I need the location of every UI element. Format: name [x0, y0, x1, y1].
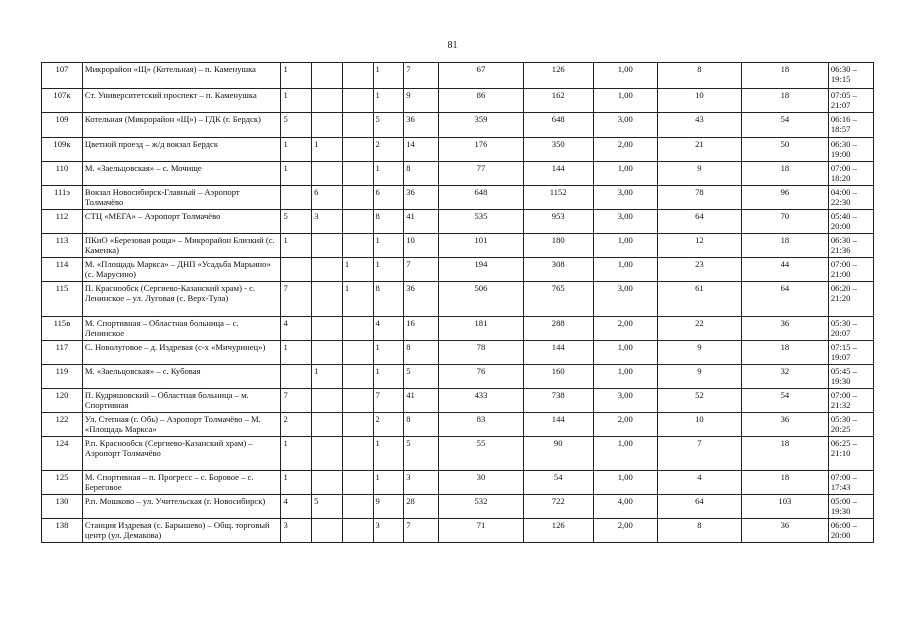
value-a-cell: 101: [438, 234, 523, 258]
value-a-cell: 532: [438, 495, 523, 519]
length-cell: 14: [404, 138, 439, 162]
total-count-cell: 2: [373, 138, 404, 162]
route-name-cell: М. «Площадь Маркса» – ДНП «Усадьба Марьино» (с. Марусино): [82, 258, 281, 282]
length-cell: 16: [404, 317, 439, 341]
value-r1-cell: 78: [657, 186, 741, 210]
count-cell-1: 7: [281, 282, 312, 317]
count-cell-3: [342, 234, 373, 258]
value-r1-cell: 21: [657, 138, 741, 162]
count-cell-3: [342, 519, 373, 543]
total-count-cell: 1: [373, 437, 404, 471]
route-number-cell: 130: [42, 495, 83, 519]
value-r2-cell: 18: [741, 437, 828, 471]
route-name-cell: Р.п. Краснообск (Сергиево-Казанский храм) – Аэропорт Толмачёво: [82, 437, 281, 471]
time-cell: 04:00 – 22:30: [828, 186, 873, 210]
coefficient-cell: 1,00: [593, 471, 657, 495]
count-cell-3: [342, 162, 373, 186]
value-b-cell: 350: [523, 138, 593, 162]
length-cell: 7: [404, 63, 439, 89]
route-number-cell: 114: [42, 258, 83, 282]
coefficient-cell: 1,00: [593, 437, 657, 471]
value-r2-cell: 36: [741, 317, 828, 341]
time-cell: 07:15 – 19:07: [828, 341, 873, 365]
count-cell-2: [312, 437, 343, 471]
total-count-cell: 1: [373, 365, 404, 389]
coefficient-cell: 2,00: [593, 413, 657, 437]
count-cell-1: 1: [281, 234, 312, 258]
count-cell-1: 4: [281, 495, 312, 519]
route-name-cell: Цветной проезд – ж/д вокзал Бердск: [82, 138, 281, 162]
route-name-cell: С. Новолуговое – д. Издревая (с-х «Мичуринец»): [82, 341, 281, 365]
coefficient-cell: 3,00: [593, 282, 657, 317]
coefficient-cell: 3,00: [593, 210, 657, 234]
value-r1-cell: 8: [657, 63, 741, 89]
table-row: [42, 341, 874, 365]
value-a-cell: 77: [438, 162, 523, 186]
count-cell-2: [312, 389, 343, 413]
total-count-cell: 8: [373, 210, 404, 234]
coefficient-cell: 1,00: [593, 89, 657, 113]
time-cell: 05:30 – 20:25: [828, 413, 873, 437]
time-cell: 07:00 – 21:00: [828, 258, 873, 282]
count-cell-2: [312, 113, 343, 138]
value-b-cell: 953: [523, 210, 593, 234]
route-number-cell: 111э: [42, 186, 83, 210]
value-a-cell: 78: [438, 341, 523, 365]
value-a-cell: 648: [438, 186, 523, 210]
total-count-cell: 4: [373, 317, 404, 341]
value-r1-cell: 61: [657, 282, 741, 317]
count-cell-1: 1: [281, 341, 312, 365]
value-a-cell: 67: [438, 63, 523, 89]
value-r1-cell: 9: [657, 341, 741, 365]
value-b-cell: 1152: [523, 186, 593, 210]
length-cell: 8: [404, 413, 439, 437]
total-count-cell: 1: [373, 234, 404, 258]
count-cell-1: 4: [281, 317, 312, 341]
table-row: [42, 210, 874, 234]
coefficient-cell: 1,00: [593, 63, 657, 89]
count-cell-3: [342, 365, 373, 389]
coefficient-cell: 3,00: [593, 113, 657, 138]
route-name-cell: Вокзал Новосибирск-Главный – Аэропорт Толмачёво: [82, 186, 281, 210]
route-name-cell: Ст. Университетский проспект – п. Каменушка: [82, 89, 281, 113]
value-b-cell: 144: [523, 413, 593, 437]
value-r2-cell: 64: [741, 282, 828, 317]
value-r1-cell: 9: [657, 162, 741, 186]
count-cell-2: [312, 341, 343, 365]
route-name-cell: СТЦ «МЕГА» – Аэропорт Толмачёво: [82, 210, 281, 234]
count-cell-3: [342, 113, 373, 138]
count-cell-2: 5: [312, 495, 343, 519]
count-cell-2: [312, 63, 343, 89]
route-number-cell: 124: [42, 437, 83, 471]
value-b-cell: 144: [523, 162, 593, 186]
value-a-cell: 76: [438, 365, 523, 389]
count-cell-2: [312, 471, 343, 495]
value-r2-cell: 36: [741, 519, 828, 543]
count-cell-2: 3: [312, 210, 343, 234]
coefficient-cell: 3,00: [593, 389, 657, 413]
table-row: [42, 282, 874, 317]
table-row: [42, 162, 874, 186]
time-cell: 07:00 – 21:32: [828, 389, 873, 413]
value-a-cell: 71: [438, 519, 523, 543]
value-r1-cell: 22: [657, 317, 741, 341]
value-r1-cell: 64: [657, 210, 741, 234]
value-a-cell: 194: [438, 258, 523, 282]
count-cell-3: [342, 186, 373, 210]
count-cell-2: 1: [312, 138, 343, 162]
page-number: 81: [447, 40, 458, 51]
route-name-cell: Р.п. Мошково – ул. Учительская (г. Новосибирск): [82, 495, 281, 519]
routes-table: [41, 62, 874, 543]
value-a-cell: 86: [438, 89, 523, 113]
value-a-cell: 83: [438, 413, 523, 437]
value-b-cell: 738: [523, 389, 593, 413]
route-number-cell: 125: [42, 471, 83, 495]
table-row: [42, 365, 874, 389]
count-cell-1: 1: [281, 63, 312, 89]
count-cell-2: 6: [312, 186, 343, 210]
coefficient-cell: 1,00: [593, 341, 657, 365]
length-cell: 5: [404, 437, 439, 471]
value-r2-cell: 32: [741, 365, 828, 389]
time-cell: 06:00 – 20:00: [828, 519, 873, 543]
value-b-cell: 648: [523, 113, 593, 138]
route-number-cell: 113: [42, 234, 83, 258]
table-row: [42, 437, 874, 471]
value-a-cell: 506: [438, 282, 523, 317]
count-cell-2: [312, 89, 343, 113]
coefficient-cell: 1,00: [593, 162, 657, 186]
total-count-cell: 1: [373, 341, 404, 365]
coefficient-cell: 1,00: [593, 258, 657, 282]
value-r1-cell: 12: [657, 234, 741, 258]
value-r1-cell: 23: [657, 258, 741, 282]
time-cell: 05:45 – 19:30: [828, 365, 873, 389]
count-cell-1: 2: [281, 413, 312, 437]
length-cell: 7: [404, 258, 439, 282]
count-cell-3: [342, 389, 373, 413]
route-name-cell: М. Спортивная – Областная больница – с. Ленинское: [82, 317, 281, 341]
count-cell-1: 3: [281, 519, 312, 543]
coefficient-cell: 4,00: [593, 495, 657, 519]
count-cell-3: [342, 437, 373, 471]
value-a-cell: 30: [438, 471, 523, 495]
value-r2-cell: 70: [741, 210, 828, 234]
route-number-cell: 119: [42, 365, 83, 389]
value-r2-cell: 54: [741, 113, 828, 138]
time-cell: 06:30 – 19:00: [828, 138, 873, 162]
route-name-cell: Котельная (Микрорайон «Щ») – ГДК (г. Бердск): [82, 113, 281, 138]
count-cell-3: [342, 63, 373, 89]
count-cell-3: 1: [342, 282, 373, 317]
route-name-cell: П. Краснообск (Сергиево-Казанский храм) - с. Ленинское – ул. Луговая (с. Верх-Тула): [82, 282, 281, 317]
length-cell: 7: [404, 519, 439, 543]
value-r2-cell: 18: [741, 63, 828, 89]
total-count-cell: 7: [373, 389, 404, 413]
route-name-cell: Ул. Степная (г. Обь) – Аэропорт Толмачёво – М. «Площадь Маркса»: [82, 413, 281, 437]
count-cell-1: [281, 186, 312, 210]
time-cell: 06:30 – 19:15: [828, 63, 873, 89]
total-count-cell: 1: [373, 63, 404, 89]
coefficient-cell: 2,00: [593, 317, 657, 341]
value-r1-cell: 43: [657, 113, 741, 138]
time-cell: 05:40 – 20:00: [828, 210, 873, 234]
count-cell-2: [312, 317, 343, 341]
route-number-cell: 107: [42, 63, 83, 89]
length-cell: 36: [404, 186, 439, 210]
table-row: [42, 519, 874, 543]
table-row: [42, 258, 874, 282]
route-name-cell: П. Кудряшовский – Областная больница – м. Спортивная: [82, 389, 281, 413]
total-count-cell: 9: [373, 495, 404, 519]
count-cell-3: [342, 317, 373, 341]
time-cell: 06:30 – 21:36: [828, 234, 873, 258]
value-r2-cell: 18: [741, 162, 828, 186]
route-number-cell: 109к: [42, 138, 83, 162]
value-b-cell: 180: [523, 234, 593, 258]
route-number-cell: 117: [42, 341, 83, 365]
route-number-cell: 109: [42, 113, 83, 138]
time-cell: 06:16 – 18:57: [828, 113, 873, 138]
count-cell-1: [281, 365, 312, 389]
value-r2-cell: 103: [741, 495, 828, 519]
table-row: [42, 317, 874, 341]
route-number-cell: 110: [42, 162, 83, 186]
time-cell: 05:30 – 20:07: [828, 317, 873, 341]
value-b-cell: 160: [523, 365, 593, 389]
length-cell: 36: [404, 113, 439, 138]
count-cell-1: 1: [281, 437, 312, 471]
length-cell: 9: [404, 89, 439, 113]
routes-table-body: [42, 63, 874, 543]
total-count-cell: 3: [373, 519, 404, 543]
value-r1-cell: 10: [657, 413, 741, 437]
table-row: [42, 471, 874, 495]
count-cell-2: [312, 234, 343, 258]
route-name-cell: Микрорайон «Щ» (Котельная) – п. Каменушка: [82, 63, 281, 89]
route-number-cell: 120: [42, 389, 83, 413]
route-number-cell: 115: [42, 282, 83, 317]
count-cell-1: [281, 258, 312, 282]
total-count-cell: 1: [373, 162, 404, 186]
total-count-cell: 8: [373, 282, 404, 317]
count-cell-2: [312, 282, 343, 317]
coefficient-cell: 1,00: [593, 365, 657, 389]
length-cell: 36: [404, 282, 439, 317]
table-row: [42, 138, 874, 162]
count-cell-1: 1: [281, 471, 312, 495]
count-cell-1: 1: [281, 89, 312, 113]
value-a-cell: 535: [438, 210, 523, 234]
length-cell: 41: [404, 210, 439, 234]
length-cell: 8: [404, 162, 439, 186]
time-cell: 05:00 – 19:30: [828, 495, 873, 519]
value-r1-cell: 52: [657, 389, 741, 413]
value-r2-cell: 44: [741, 258, 828, 282]
table-row: [42, 63, 874, 89]
route-name-cell: М. Спортивная – п. Прогресс – с. Боровое – с. Береговое: [82, 471, 281, 495]
route-number-cell: 138: [42, 519, 83, 543]
value-r2-cell: 54: [741, 389, 828, 413]
count-cell-3: [342, 138, 373, 162]
table-row: [42, 234, 874, 258]
length-cell: 8: [404, 341, 439, 365]
value-r2-cell: 18: [741, 471, 828, 495]
coefficient-cell: 2,00: [593, 138, 657, 162]
value-b-cell: 308: [523, 258, 593, 282]
count-cell-1: 7: [281, 389, 312, 413]
time-cell: 07:05 – 21:07: [828, 89, 873, 113]
count-cell-2: [312, 162, 343, 186]
count-cell-3: [342, 495, 373, 519]
count-cell-3: [342, 89, 373, 113]
count-cell-2: 1: [312, 365, 343, 389]
value-b-cell: 90: [523, 437, 593, 471]
length-cell: 3: [404, 471, 439, 495]
value-r2-cell: 18: [741, 89, 828, 113]
table-row: [42, 186, 874, 210]
count-cell-3: 1: [342, 258, 373, 282]
value-r1-cell: 7: [657, 437, 741, 471]
value-r2-cell: 96: [741, 186, 828, 210]
value-b-cell: 144: [523, 341, 593, 365]
table-row: [42, 89, 874, 113]
count-cell-2: [312, 519, 343, 543]
value-a-cell: 55: [438, 437, 523, 471]
route-number-cell: 107к: [42, 89, 83, 113]
value-r2-cell: 36: [741, 413, 828, 437]
count-cell-1: 5: [281, 113, 312, 138]
value-b-cell: 722: [523, 495, 593, 519]
value-b-cell: 126: [523, 519, 593, 543]
value-r1-cell: 10: [657, 89, 741, 113]
value-a-cell: 181: [438, 317, 523, 341]
value-b-cell: 54: [523, 471, 593, 495]
count-cell-2: [312, 258, 343, 282]
time-cell: 07:00 – 17:43: [828, 471, 873, 495]
total-count-cell: 5: [373, 113, 404, 138]
value-b-cell: 162: [523, 89, 593, 113]
count-cell-3: [342, 341, 373, 365]
route-number-cell: 112: [42, 210, 83, 234]
value-a-cell: 359: [438, 113, 523, 138]
route-name-cell: ПКиО «Березовая роща» – Микрорайон Близкий (с. Каменка): [82, 234, 281, 258]
route-name-cell: М. «Заельцовская» – с. Кубовая: [82, 365, 281, 389]
value-a-cell: 176: [438, 138, 523, 162]
table-row: [42, 113, 874, 138]
total-count-cell: 1: [373, 471, 404, 495]
table-row: [42, 389, 874, 413]
value-b-cell: 126: [523, 63, 593, 89]
value-b-cell: 288: [523, 317, 593, 341]
route-number-cell: 115в: [42, 317, 83, 341]
value-r1-cell: 9: [657, 365, 741, 389]
total-count-cell: 1: [373, 89, 404, 113]
count-cell-2: [312, 413, 343, 437]
time-cell: 07:00 – 18:20: [828, 162, 873, 186]
total-count-cell: 6: [373, 186, 404, 210]
route-number-cell: 122: [42, 413, 83, 437]
value-r1-cell: 4: [657, 471, 741, 495]
value-r2-cell: 18: [741, 341, 828, 365]
coefficient-cell: 2,00: [593, 519, 657, 543]
total-count-cell: 1: [373, 258, 404, 282]
value-r1-cell: 8: [657, 519, 741, 543]
value-a-cell: 433: [438, 389, 523, 413]
value-r2-cell: 50: [741, 138, 828, 162]
count-cell-1: 1: [281, 162, 312, 186]
total-count-cell: 2: [373, 413, 404, 437]
route-name-cell: Станция Издревая (с. Барышево) – Общ. торговый центр (ул. Демакова): [82, 519, 281, 543]
value-b-cell: 765: [523, 282, 593, 317]
count-cell-3: [342, 210, 373, 234]
value-r1-cell: 64: [657, 495, 741, 519]
value-r2-cell: 18: [741, 234, 828, 258]
count-cell-1: 1: [281, 138, 312, 162]
length-cell: 5: [404, 365, 439, 389]
time-cell: 06:25 – 21:10: [828, 437, 873, 471]
count-cell-3: [342, 413, 373, 437]
length-cell: 10: [404, 234, 439, 258]
table-row: [42, 495, 874, 519]
table-row: [42, 413, 874, 437]
time-cell: 06:20 – 21:20: [828, 282, 873, 317]
count-cell-1: 5: [281, 210, 312, 234]
count-cell-3: [342, 471, 373, 495]
coefficient-cell: 1,00: [593, 234, 657, 258]
coefficient-cell: 3,00: [593, 186, 657, 210]
length-cell: 28: [404, 495, 439, 519]
route-name-cell: М. «Заельцовская» – с. Мочище: [82, 162, 281, 186]
length-cell: 41: [404, 389, 439, 413]
